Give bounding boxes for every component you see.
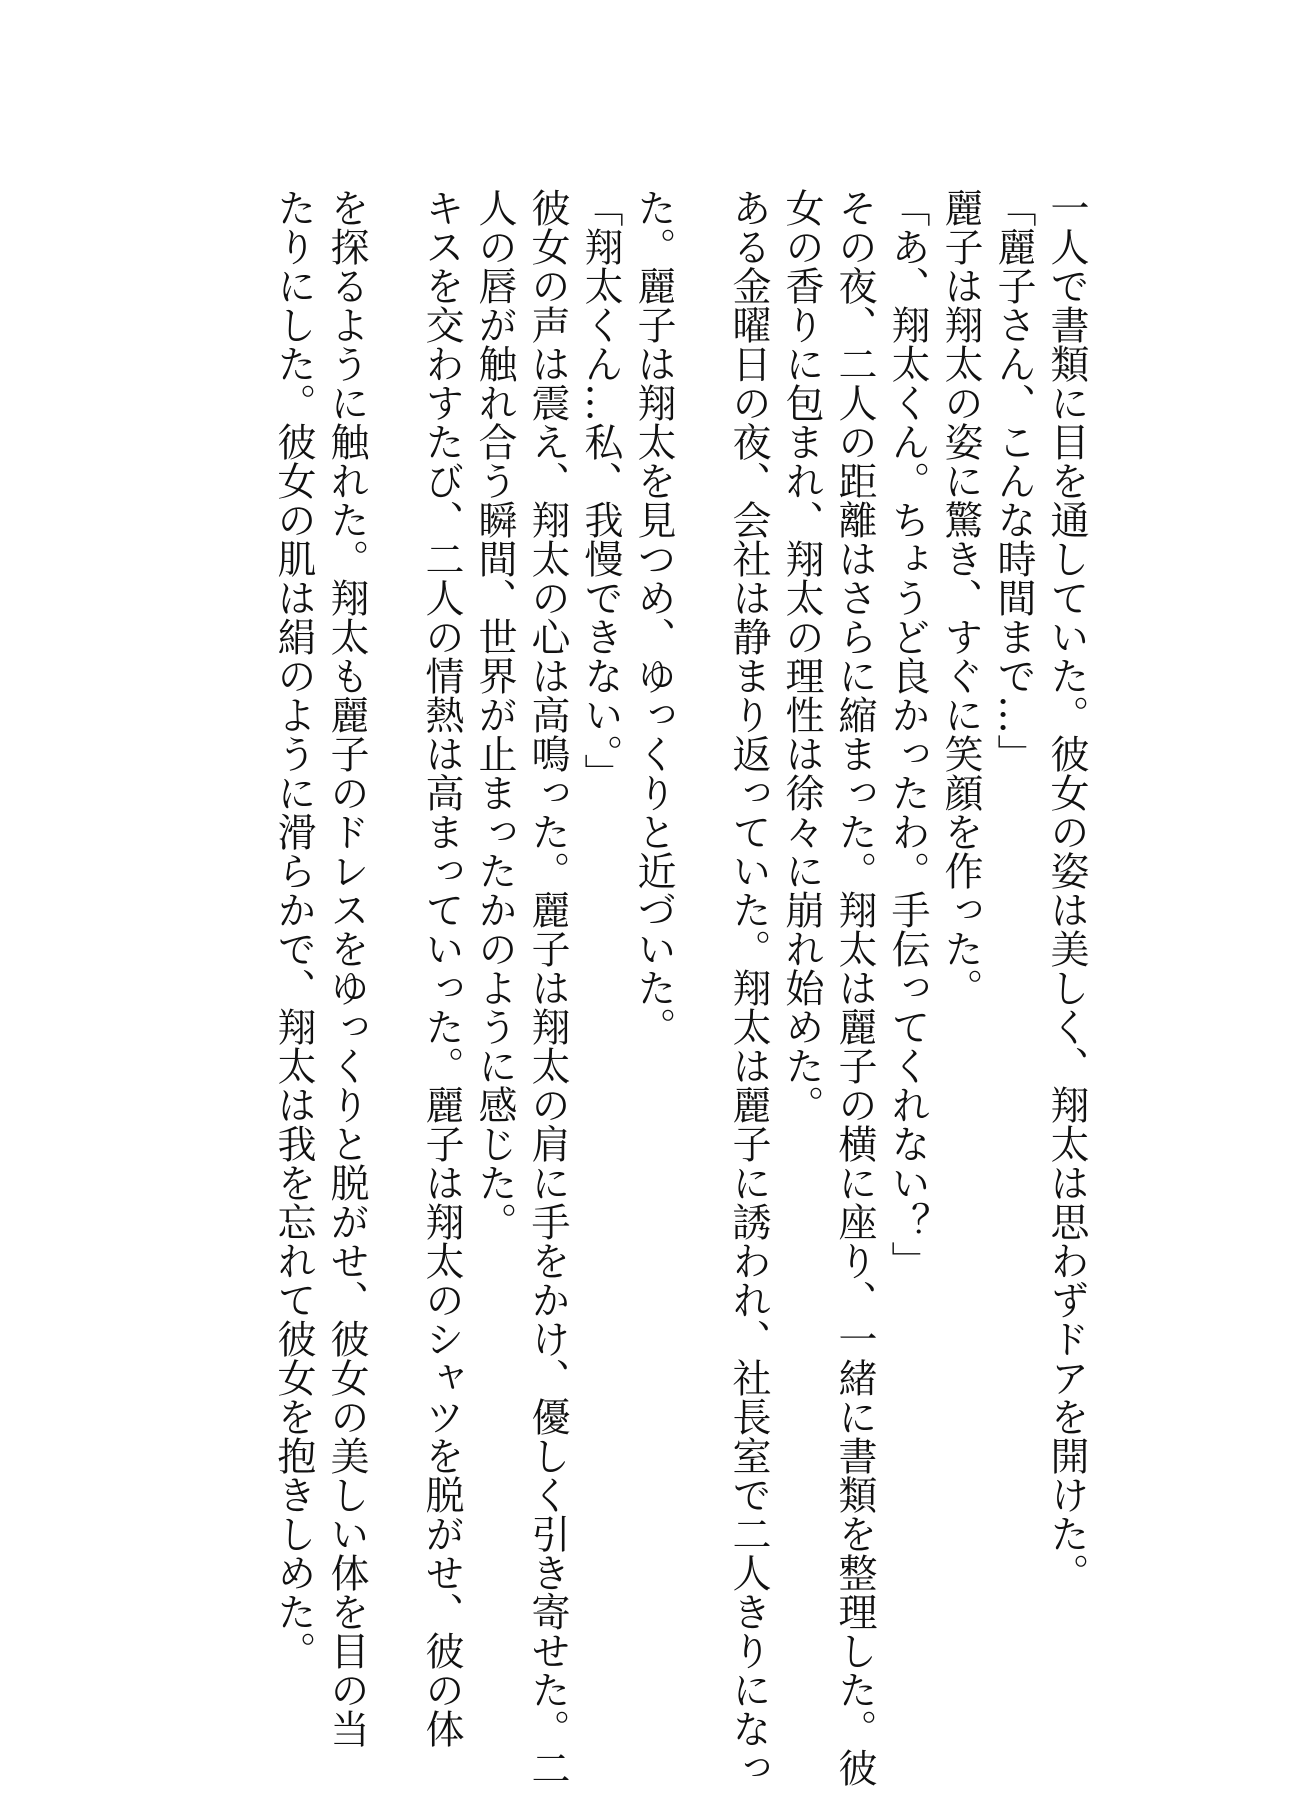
- text-line: キスを交わすたび、二人の情熱は高まっていった。麗子は翔太のシャツを脱がせ、彼の体: [419, 188, 464, 1748]
- text-line: たりにした。彼女の肌は絹のように滑らかで、翔太は我を忘れて彼女を抱きしめた。: [271, 188, 316, 1670]
- text-line: 女の香りに包まれ、翔太の理性は徐々に崩れ始めた。: [779, 188, 824, 1124]
- text-line: 「あ、翔太くん。ちょうど良かったわ。手伝ってくれない？」: [885, 188, 930, 1280]
- text-line: 彼女の声は震え、翔太の心は高鳴った。麗子は翔太の肩に手をかけ、優しく引き寄せた。二: [525, 188, 570, 1787]
- vertical-text-body: [267, 188, 1093, 1787]
- text-line: その夜、二人の距離はさらに縮まった。翔太は麗子の横に座り、一緒に書類を整理した。彼: [832, 188, 877, 1787]
- text-line: 「麗子さん、こんな時間まで…」: [991, 188, 1036, 773]
- text-line: 人の唇が触れ合う瞬間、世界が止まったかのように感じた。: [472, 188, 517, 1241]
- text-line: 一人で書類に目を通していた。彼女の姿は美しく、翔太は思わずドアを開けた。: [1044, 188, 1089, 1592]
- text-line: 「翔太くん…私、我慢できない。」: [578, 188, 623, 793]
- text-line: 麗子は翔太の姿に驚き、すぐに笑顔を作った。: [938, 188, 983, 1007]
- text-line: ある金曜日の夜、会社は静まり返っていた。翔太は麗子に誘われ、社長室で二人きりになっ: [726, 188, 771, 1787]
- text-line: た。麗子は翔太を見つめ、ゆっくりと近づいた。: [631, 188, 676, 1046]
- text-line: を探るように触れた。翔太も麗子のドレスをゆっくりと脱がせ、彼女の美しい体を目の当: [324, 188, 369, 1748]
